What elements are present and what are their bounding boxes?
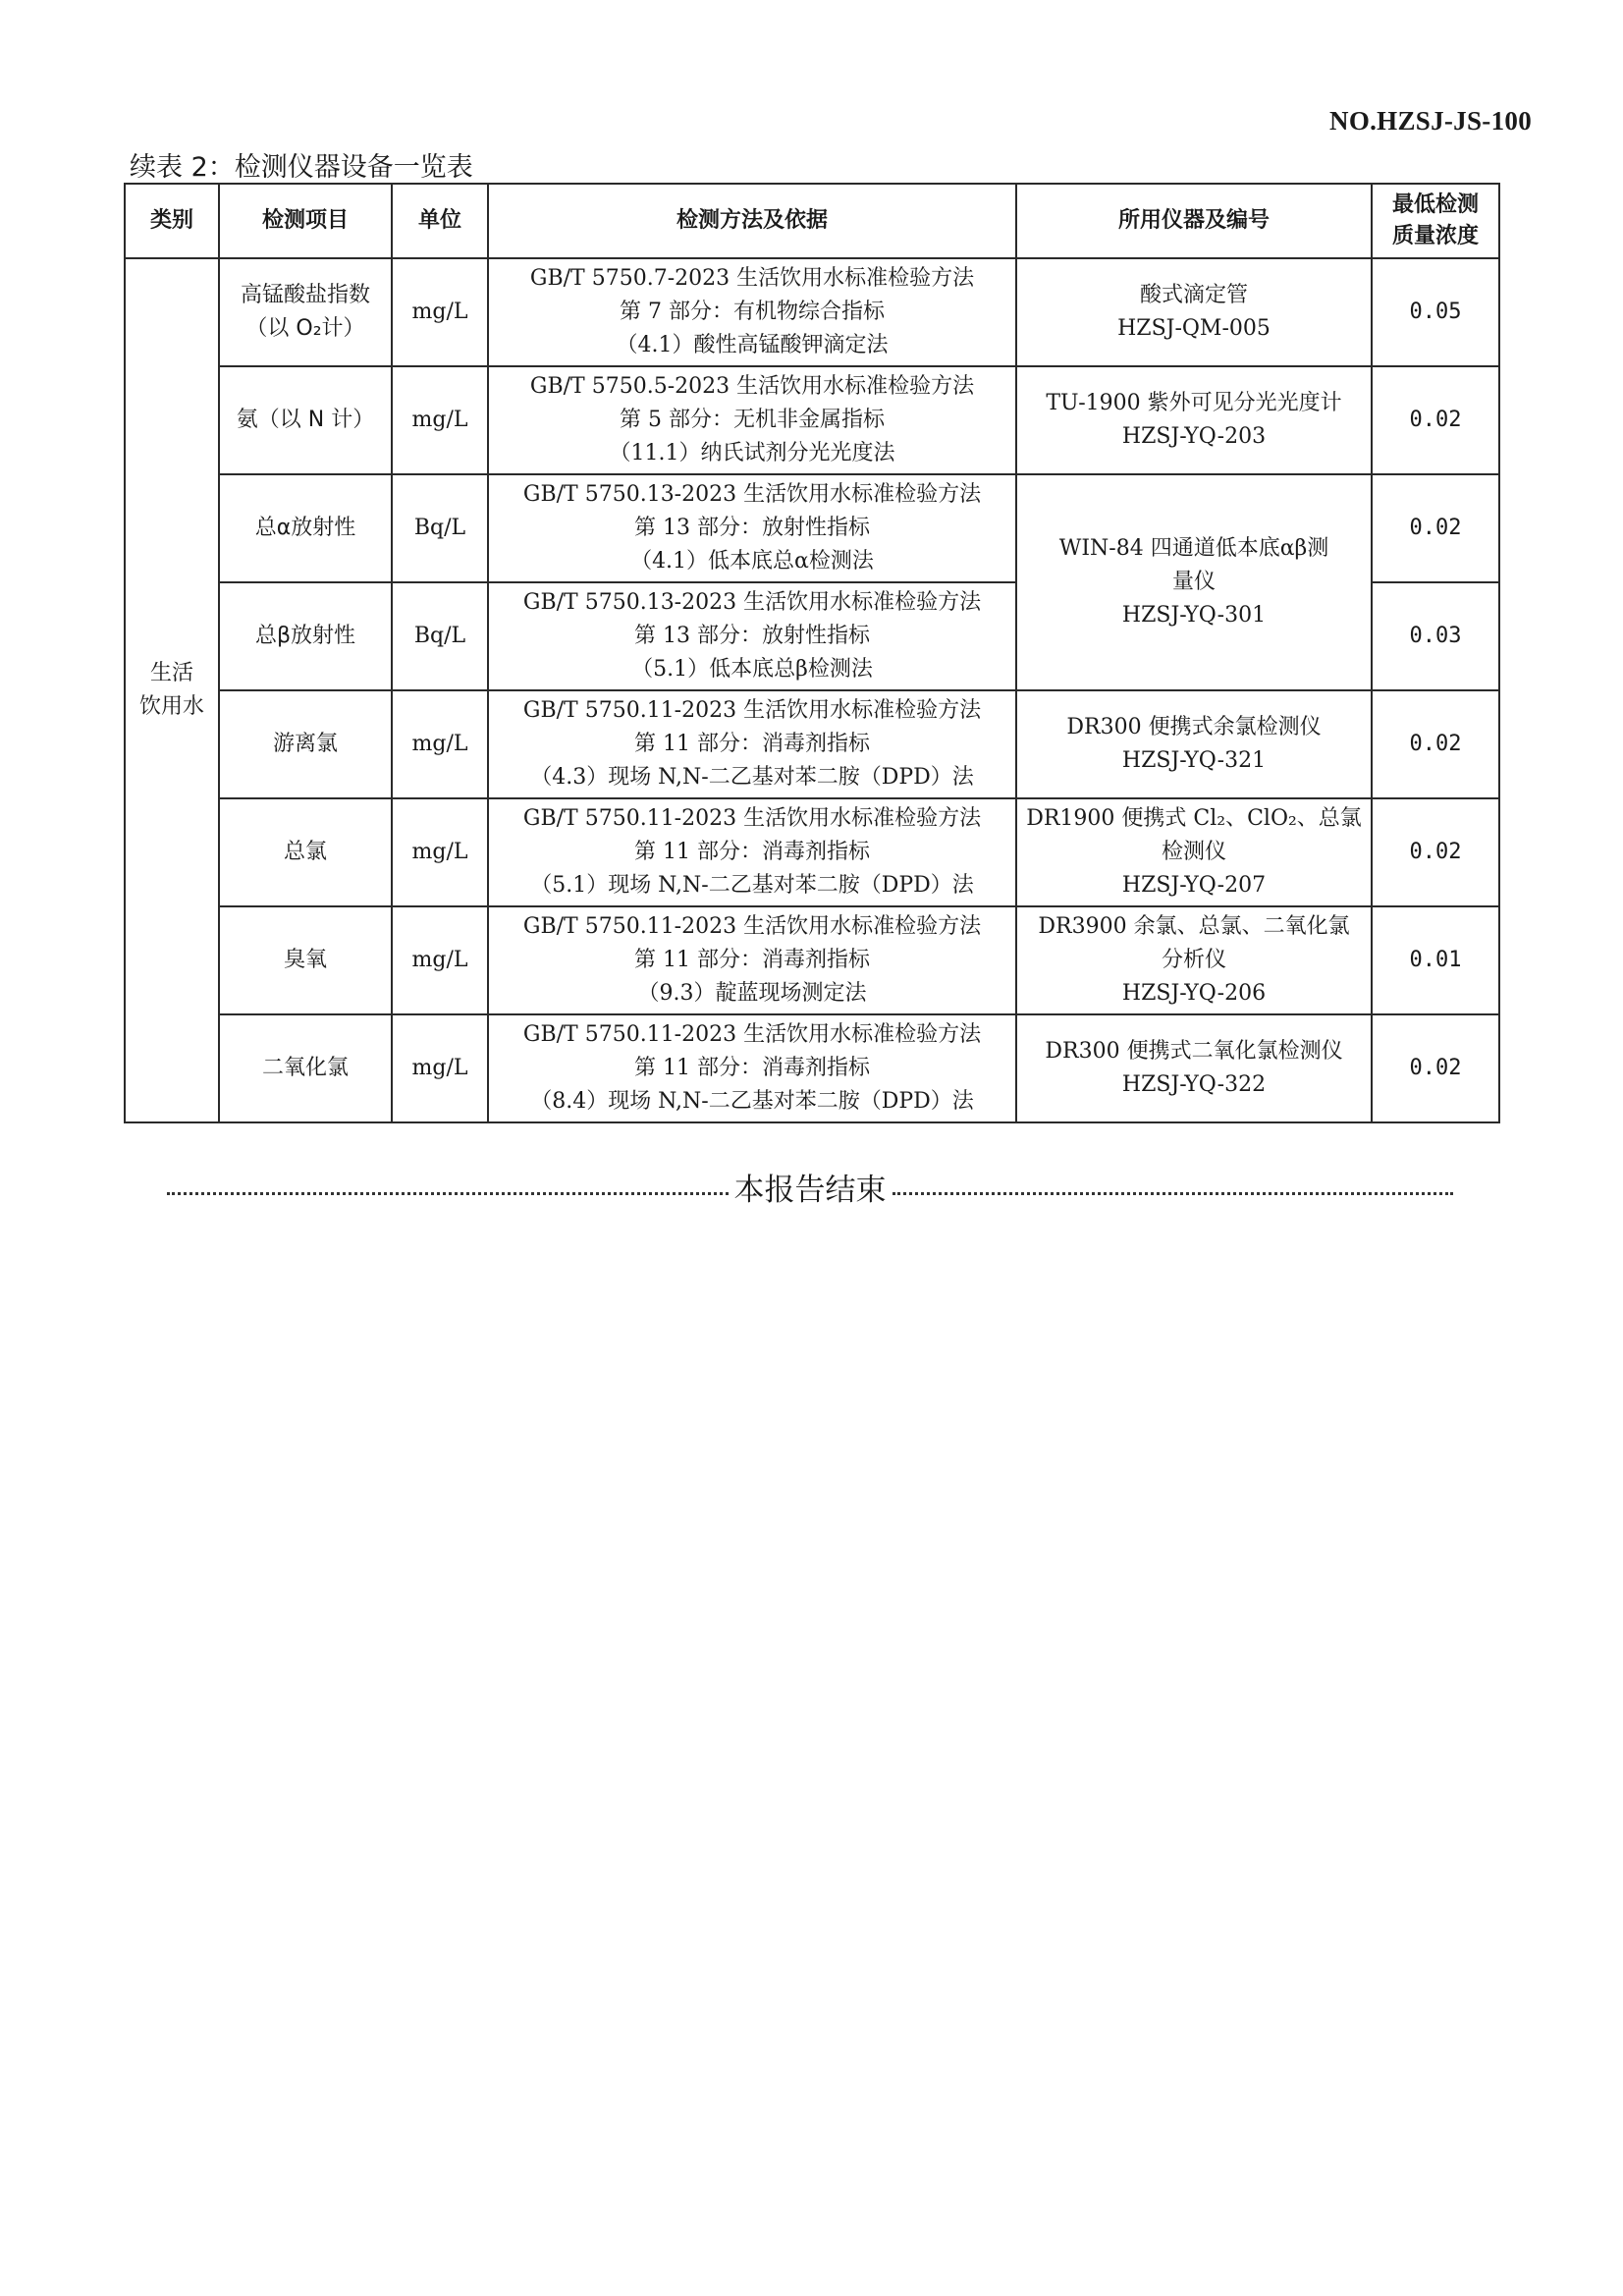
instrument-table (124, 183, 1500, 1123)
item-cell: 氨（以 N 计） (219, 366, 392, 474)
unit-cell: Bq/L (392, 582, 488, 690)
item-cell: 游离氯 (219, 690, 392, 798)
instrument-name: WIN-84 四通道低本底αβ测 (1058, 536, 1329, 561)
limit-cell: 0.02 (1372, 798, 1499, 906)
method-standard: GB/T 5750.5-2023 生活饮用水标准检验方法 (529, 374, 975, 399)
table-row (125, 366, 1499, 474)
instrument-name: TU-1900 紫外可见分光光度计 (1046, 391, 1342, 415)
instrument-cell (1016, 258, 1372, 366)
method-part: 第 11 部分：消毒剂指标 (634, 732, 870, 756)
table-row (125, 1014, 1499, 1122)
table-row (125, 906, 1499, 1014)
limit-cell: 0.02 (1372, 690, 1499, 798)
unit-cell: mg/L (392, 798, 488, 906)
instrument-name: DR1900 便携式 Cl₂、ClO₂、总氯 (1026, 806, 1362, 831)
method-cell (488, 582, 1016, 690)
method-part: 第 7 部分：有机物综合指标 (620, 300, 885, 324)
item-line: （以 O₂计） (245, 316, 365, 341)
category-cell (125, 258, 219, 1122)
header-detection-limit (1372, 184, 1499, 258)
table-caption: 续表 2：检测仪器设备一览表 (130, 152, 473, 183)
instrument-name: DR300 便携式余氯检测仪 (1066, 715, 1322, 739)
header-category: 类别 (125, 184, 219, 258)
method-cell (488, 258, 1016, 366)
instrument-cell (1016, 690, 1372, 798)
header-item: 检测项目 (219, 184, 392, 258)
method-cell (488, 690, 1016, 798)
instrument-id: HZSJ-YQ-203 (1121, 424, 1267, 449)
instrument-id: HZSJ-YQ-206 (1121, 981, 1267, 1006)
table-row (125, 474, 1499, 582)
report-end-divider (167, 1165, 1453, 1209)
header-limit-line-2: 质量浓度 (1391, 224, 1479, 248)
limit-cell: 0.03 (1372, 582, 1499, 690)
table-header-row (125, 184, 1499, 258)
limit-cell: 0.02 (1372, 1014, 1499, 1122)
method-part: 第 5 部分：无机非金属指标 (620, 408, 885, 432)
instrument-id: HZSJ-YQ-322 (1121, 1072, 1267, 1097)
red-seal-fragment (1589, 707, 1618, 962)
unit-cell: Bq/L (392, 474, 488, 582)
limit-cell: 0.01 (1372, 906, 1499, 1014)
instrument-id: HZSJ-YQ-301 (1121, 603, 1267, 628)
table-row (125, 690, 1499, 798)
item-cell: 二氧化氯 (219, 1014, 392, 1122)
method-cell (488, 474, 1016, 582)
instrument-name: DR300 便携式二氧化氯检测仪 (1045, 1039, 1343, 1064)
item-cell: 总氯 (219, 798, 392, 906)
document-number: NO.HZSJ-JS-100 (1329, 106, 1532, 136)
instrument-name: DR3900 余氯、总氯、二氧化氯 (1038, 914, 1350, 939)
instrument-id: HZSJ-YQ-207 (1121, 873, 1267, 898)
instrument-cell (1016, 1014, 1372, 1122)
method-cell (488, 366, 1016, 474)
method-part: 第 11 部分：消毒剂指标 (634, 948, 870, 972)
method-standard: GB/T 5750.13-2023 生活饮用水标准检验方法 (522, 482, 982, 507)
instrument-name-cont: 量仪 (1171, 570, 1216, 594)
instrument-cell (1016, 366, 1372, 474)
dotted-leader-left (167, 1182, 729, 1195)
method-cell (488, 906, 1016, 1014)
instrument-name-cont: 分析仪 (1161, 948, 1226, 972)
category-line-2: 饮用水 (138, 694, 204, 719)
item-line: 高锰酸盐指数 (240, 283, 370, 307)
method-clause: （9.3）靛蓝现场测定法 (637, 981, 867, 1006)
method-clause: （4.3）现场 N,N-二乙基对苯二胺（DPD）法 (530, 765, 974, 790)
unit-cell: mg/L (392, 690, 488, 798)
method-standard: GB/T 5750.11-2023 生活饮用水标准检验方法 (522, 806, 982, 831)
method-cell (488, 798, 1016, 906)
header-instrument: 所用仪器及编号 (1016, 184, 1372, 258)
report-end-text: 本报告结束 (733, 1173, 887, 1208)
header-unit: 单位 (392, 184, 488, 258)
category-line-1: 生活 (149, 661, 193, 685)
method-part: 第 11 部分：消毒剂指标 (634, 840, 870, 864)
item-cell: 臭氧 (219, 906, 392, 1014)
method-part: 第 11 部分：消毒剂指标 (634, 1056, 870, 1080)
limit-cell: 0.05 (1372, 258, 1499, 366)
instrument-name: 酸式滴定管 (1139, 283, 1248, 307)
header-method: 检测方法及依据 (488, 184, 1016, 258)
method-standard: GB/T 5750.11-2023 生活饮用水标准检验方法 (522, 1022, 982, 1047)
instrument-cell (1016, 906, 1372, 1014)
instrument-id: HZSJ-QM-005 (1117, 316, 1271, 341)
limit-cell: 0.02 (1372, 474, 1499, 582)
method-clause: （5.1）现场 N,N-二乙基对苯二胺（DPD）法 (530, 873, 974, 898)
limit-cell: 0.02 (1372, 366, 1499, 474)
method-clause: （5.1）低本底总β检测法 (631, 657, 873, 682)
instrument-name-cont: 检测仪 (1161, 840, 1226, 864)
unit-cell: mg/L (392, 258, 488, 366)
instrument-cell (1016, 798, 1372, 906)
method-clause: （4.1）低本底总α检测法 (630, 549, 874, 574)
unit-cell: mg/L (392, 366, 488, 474)
item-cell (219, 258, 392, 366)
method-part: 第 13 部分：放射性指标 (634, 516, 870, 540)
item-cell: 总β放射性 (219, 582, 392, 690)
method-standard: GB/T 5750.11-2023 生活饮用水标准检验方法 (522, 914, 982, 939)
unit-cell: mg/L (392, 906, 488, 1014)
method-standard: GB/T 5750.7-2023 生活饮用水标准检验方法 (529, 266, 975, 291)
method-standard: GB/T 5750.13-2023 生活饮用水标准检验方法 (522, 590, 982, 615)
method-standard: GB/T 5750.11-2023 生活饮用水标准检验方法 (522, 698, 982, 723)
method-clause: （4.1）酸性高锰酸钾滴定法 (616, 333, 889, 357)
unit-cell: mg/L (392, 1014, 488, 1122)
item-cell: 总α放射性 (219, 474, 392, 582)
method-cell (488, 1014, 1016, 1122)
method-clause: （11.1）纳氏试剂分光光度法 (609, 441, 895, 465)
table-row (125, 258, 1499, 366)
method-part: 第 13 部分：放射性指标 (634, 624, 870, 648)
table-row (125, 798, 1499, 906)
dotted-leader-right (893, 1182, 1454, 1195)
header-limit-line-1: 最低检测 (1391, 192, 1479, 217)
instrument-cell (1016, 474, 1372, 690)
instrument-id: HZSJ-YQ-321 (1121, 748, 1267, 773)
method-clause: （8.4）现场 N,N-二乙基对苯二胺（DPD）法 (530, 1089, 974, 1114)
